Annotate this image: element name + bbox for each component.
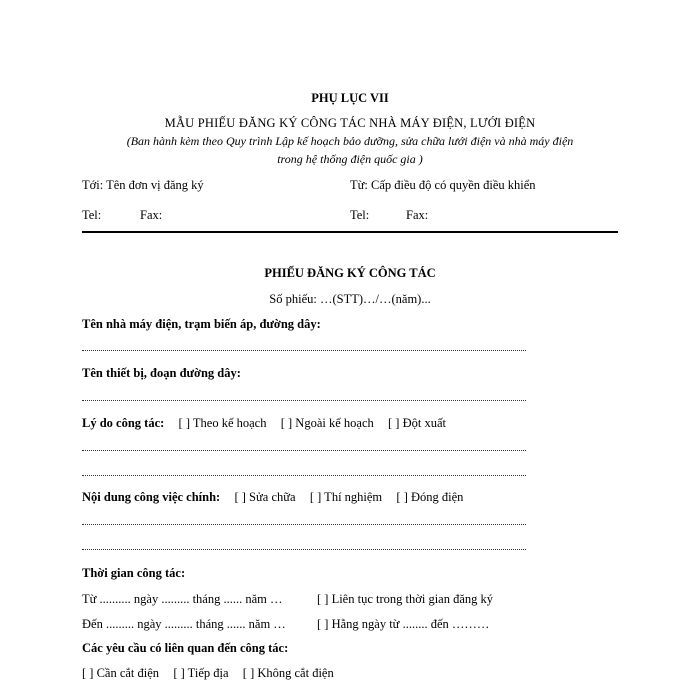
form-number: Số phiếu: …(STT)…/…(năm)... (269, 292, 431, 306)
content-row (82, 490, 463, 504)
equipment-dotted-line (82, 400, 526, 401)
right-tel-label: Tel: (350, 208, 370, 222)
requirement-option-no-cut[interactable]: [ ] Không cắt điện (242, 666, 334, 680)
time-daily-option[interactable]: [ ] Hằng ngày từ ........ đến ……… (317, 617, 490, 631)
right-fax-label: Fax: (406, 208, 429, 222)
left-tel-label: Tel: (82, 208, 102, 222)
requirement-option-cut-power[interactable]: [ ] Cần cắt điện (82, 666, 160, 680)
subtitle-line-2: trong hệ thống điện quốc gia ) (277, 152, 423, 166)
form-title: MẪU PHIẾU ĐĂNG KÝ CÔNG TÁC NHÀ MÁY ĐIỆN, LƯỚI ĐIỆN (164, 116, 536, 130)
reason-dotted-line-1 (82, 450, 526, 451)
reason-dotted-line-2 (82, 475, 526, 476)
time-from-field[interactable]: Từ .......... ngày ......... tháng ...... năm … (82, 592, 283, 606)
left-fax-label: Fax: (140, 208, 163, 222)
time-to-row (82, 617, 286, 631)
content-option-repair[interactable]: [ ] Sửa chữa (234, 490, 296, 504)
reason-option-urgent[interactable]: [ ] Đột xuất (388, 416, 446, 430)
time-continuous-option[interactable]: [ ] Liên tục trong thời gian đăng ký (317, 592, 494, 606)
to-label: Tới: Tên đơn vị đăng ký (82, 178, 204, 192)
content-dotted-line-1 (82, 524, 526, 525)
reason-option-unplanned[interactable]: [ ] Ngoài kế hoạch (280, 416, 374, 430)
reason-row (82, 416, 446, 430)
content-label: Nội dung công việc chính: (82, 490, 221, 504)
appendix-title: PHỤ LỤC VII (311, 91, 389, 105)
equipment-label: Tên thiết bị, đoạn đường dây: (82, 366, 241, 380)
content-option-energizing[interactable]: [ ] Đóng điện (396, 490, 464, 504)
time-label: Thời gian công tác: (82, 566, 186, 580)
time-from-row (82, 592, 283, 606)
content-dotted-line-2 (82, 549, 526, 550)
requirements-row (82, 666, 334, 680)
form-heading: PHIẾU ĐĂNG KÝ CÔNG TÁC (264, 266, 436, 280)
requirements-label: Các yêu cầu có liên quan đến công tác: (82, 641, 289, 655)
header-divider (82, 231, 618, 233)
plant-dotted-line (82, 350, 526, 351)
requirement-option-grounding[interactable]: [ ] Tiếp địa (173, 666, 229, 680)
reason-label: Lý do công tác: (82, 416, 165, 430)
content-option-testing[interactable]: [ ] Thí nghiệm (309, 490, 383, 504)
plant-label: Tên nhà máy điện, trạm biến áp, đường dây: (82, 317, 321, 331)
time-to-field[interactable]: Đến ......... ngày ......... tháng ...... năm … (82, 617, 286, 631)
from-label: Từ: Cấp điều độ có quyền điều khiển (350, 178, 536, 192)
subtitle-line-1: (Ban hành kèm theo Quy trình Lập kế hoạch bảo dưỡng, sửa chữa lưới điện và nhà máy điện (126, 134, 574, 148)
reason-option-planned[interactable]: [ ] Theo kế hoạch (178, 416, 267, 430)
